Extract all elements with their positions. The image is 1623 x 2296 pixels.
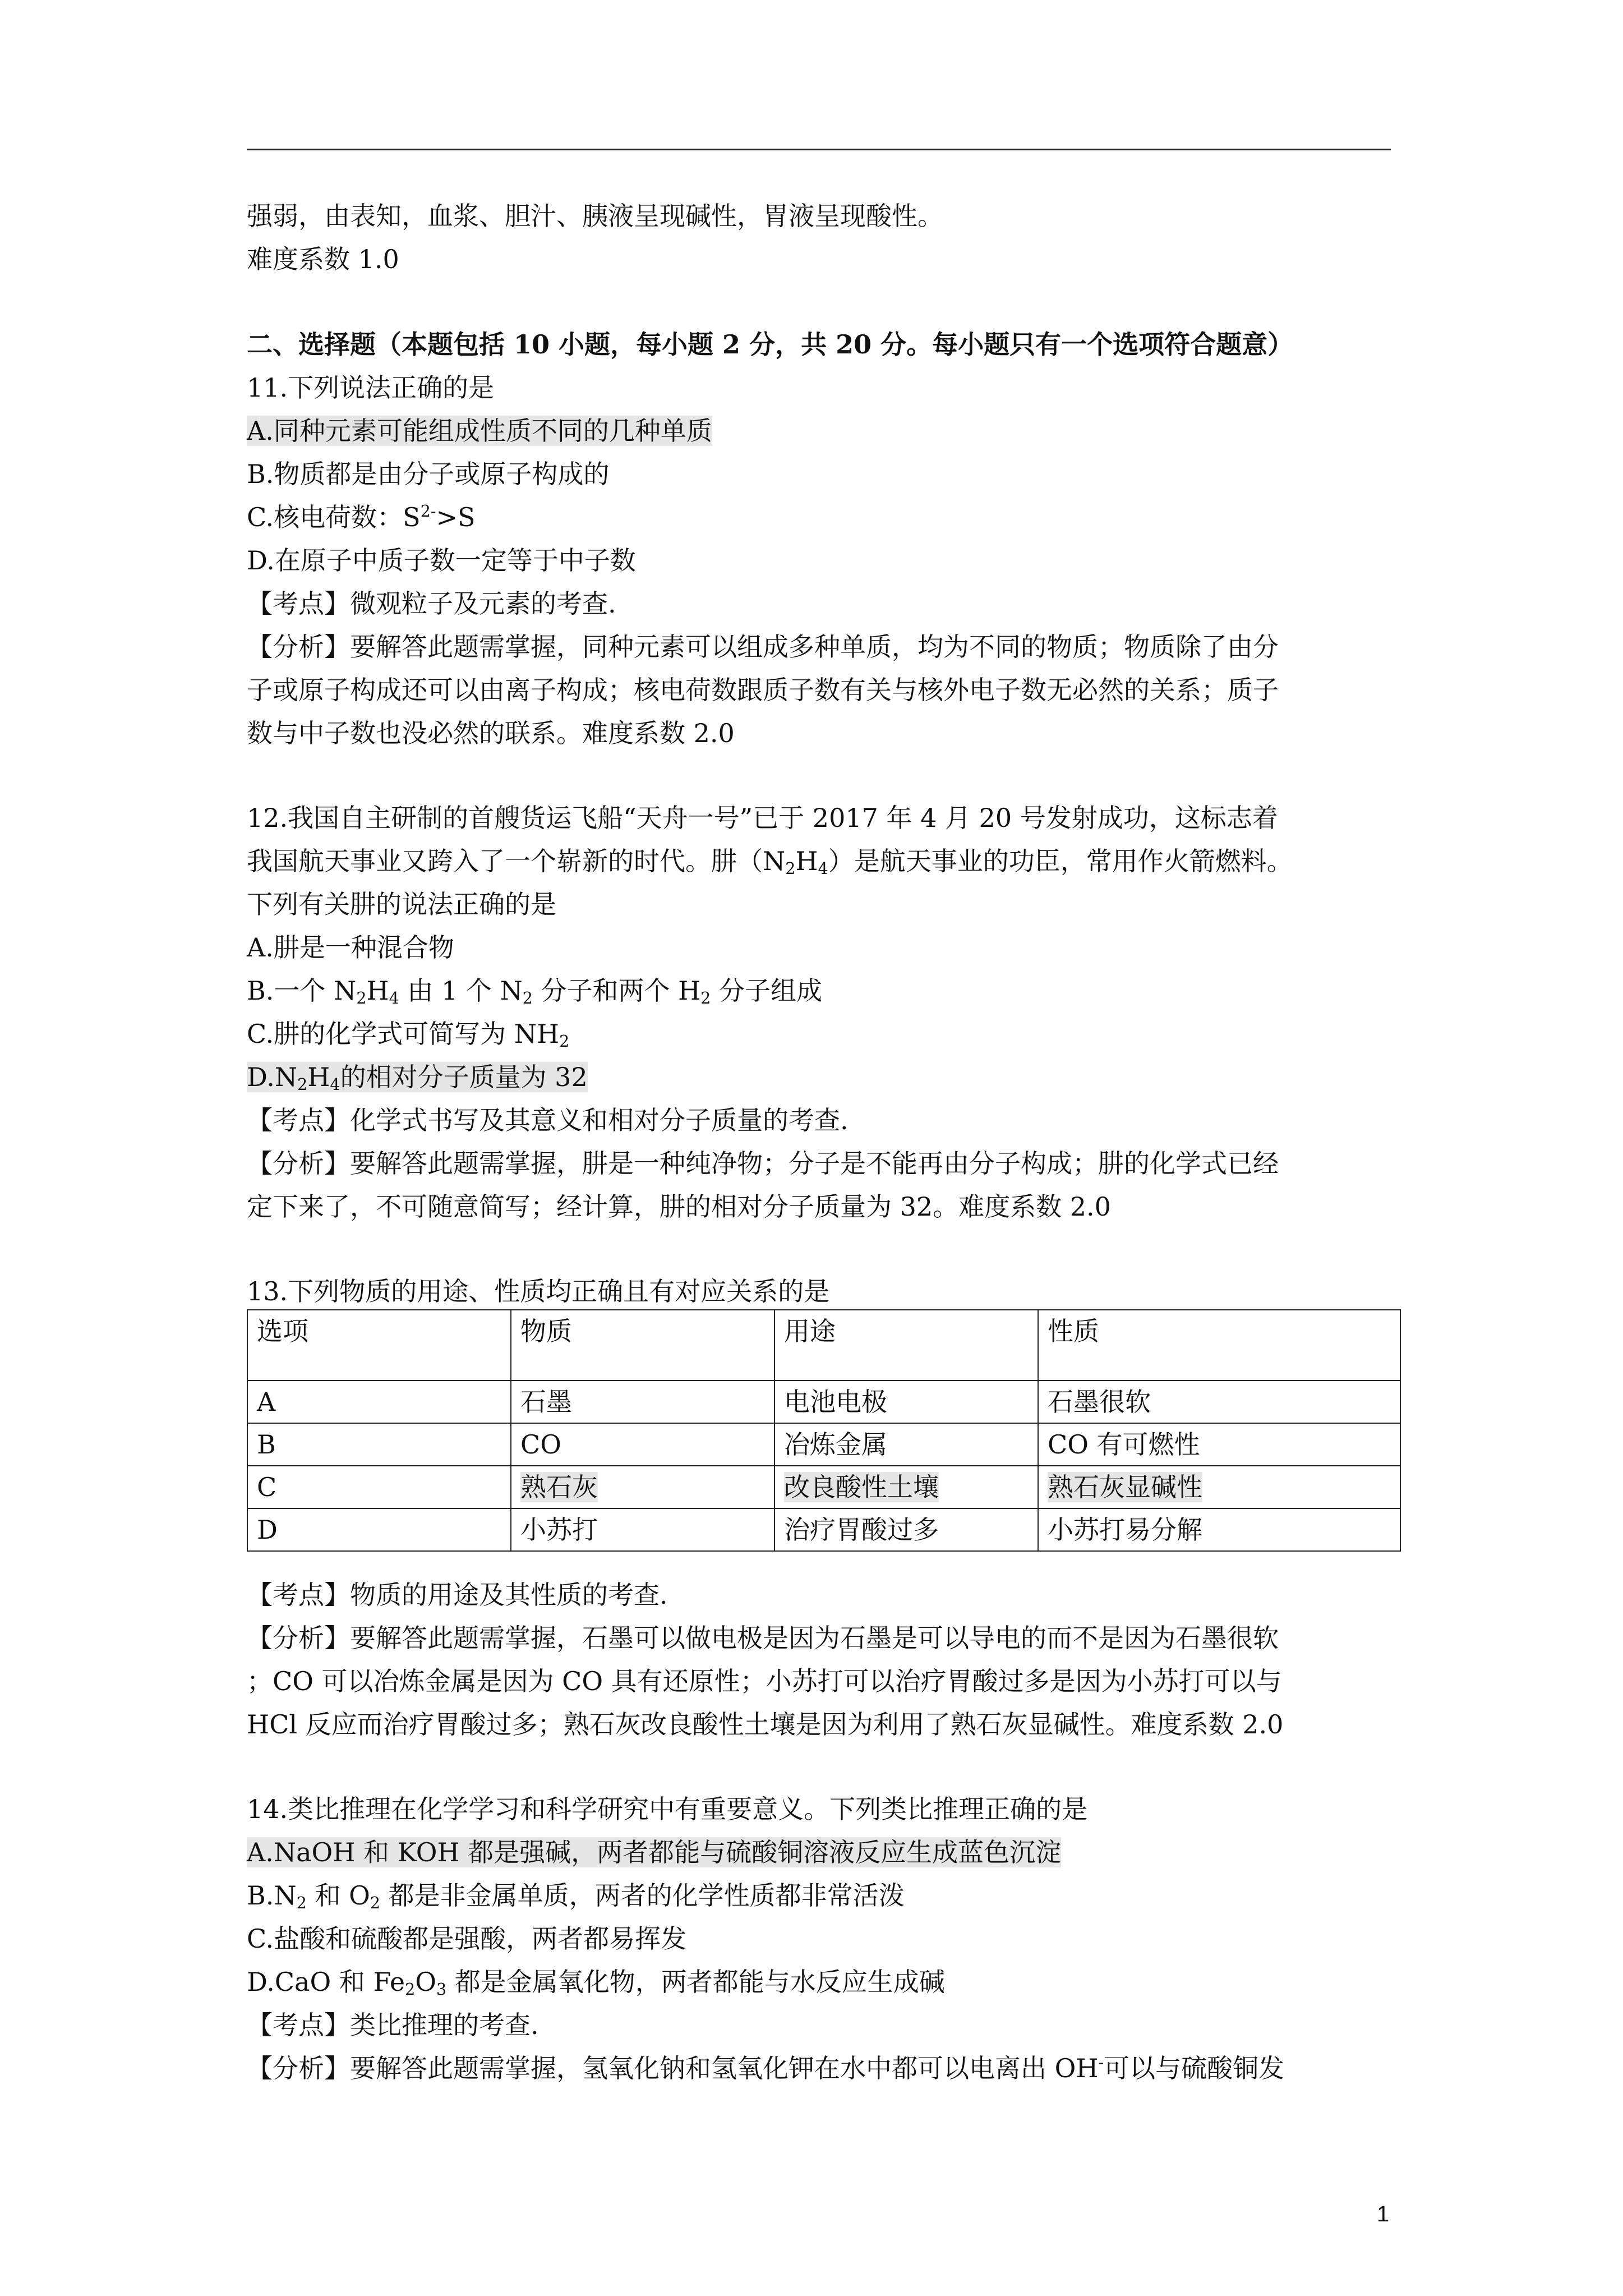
q14-option-b-3: 都是非金属单质，两者的化学性质都非常活泼 — [380, 1880, 905, 1911]
q14-option-b-2: 和 O — [306, 1880, 370, 1911]
q12-option-b-2: H — [366, 976, 389, 1006]
highlighted-cell-text: 熟石灰 — [520, 1472, 598, 1502]
table-header-row — [247, 1310, 1400, 1381]
q12-sub: 2 — [522, 989, 533, 1008]
table-header-cell: 物质 — [511, 1310, 774, 1381]
q14-stem: 14.类比推理在化学学习和科学研究中有重要意义。下列类比推理正确的是 — [247, 1794, 1088, 1824]
intro-difficulty: 难度系数 1.0 — [247, 244, 399, 274]
q12-option-d-2: H — [307, 1062, 330, 1092]
q12-fenxi-1: 【分析】要解答此题需掌握，肼是一种纯净物；分子是不能再由分子构成；肼的化学式已经 — [247, 1148, 1279, 1179]
q12-stem-2 — [247, 844, 1293, 878]
q11-fenxi-1: 【分析】要解答此题需掌握，同种元素可以组成多种单质，均为不同的物质；物质除了由分 — [247, 632, 1279, 662]
page-number: 1 — [1377, 2202, 1390, 2226]
q12-stem-2-c: ）是航天事业的功臣，常用作火箭燃料。 — [828, 846, 1293, 876]
q12-option-a: A.肼是一种混合物 — [247, 932, 454, 963]
q14-fenxi-1 — [247, 2051, 1284, 2085]
table-cell: 电池电极 — [774, 1381, 1038, 1423]
q12-sub: 2 — [559, 1032, 570, 1051]
table-row — [247, 1466, 1400, 1508]
section-heading: 二、选择题（本题包括 10 小题，每小题 2 分，共 20 分。每小题只有一个选项符合题意） — [247, 329, 1294, 360]
table-header-cell: 用途 — [774, 1310, 1038, 1381]
q12-stem-1: 12.我国自主研制的首艘货运飞船“天舟一号”已于 2017 年 4 月 20 号发射成功，这标志着 — [247, 803, 1278, 833]
table-header-cell: 性质 — [1038, 1310, 1400, 1381]
table-row — [247, 1508, 1400, 1551]
q12-sub: 2 — [297, 1075, 308, 1094]
table-cell: 小苏打 — [511, 1508, 774, 1551]
table-cell: 石墨 — [511, 1381, 774, 1423]
q14-sub: 2 — [370, 1894, 380, 1913]
q11-option-a — [247, 414, 712, 448]
q11-fenxi-3: 数与中子数也没必然的联系。难度系数 2.0 — [247, 718, 735, 748]
q13-stem: 13.下列物质的用途、性质均正确且有对应关系的是 — [247, 1276, 830, 1306]
q14-fenxi-1b: 可以与硫酸铜发 — [1104, 2053, 1285, 2083]
q11-option-c — [247, 500, 476, 534]
table-cell: 小苏打易分解 — [1038, 1508, 1400, 1551]
q14-option-a-text: A.NaOH 和 KOH 都是强碱，两者都能与硫酸铜溶液反应生成蓝色沉淀 — [247, 1837, 1062, 1867]
q12-sub: 4 — [818, 859, 828, 878]
highlighted-cell-text: 改良酸性土壤 — [784, 1472, 939, 1502]
q12-stem-2-b: H — [795, 846, 818, 876]
q12-fenxi-2: 定下来了，不可随意简写；经计算，肼的相对分子质量为 32。难度系数 2.0 — [247, 1191, 1111, 1222]
q13-fenxi-3: HCl 反应而治疗胃酸过多；熟石灰改良酸性土壤是因为利用了熟石灰显碱性。难度系数 2.0 — [247, 1709, 1284, 1740]
q14-sub: 2 — [296, 1894, 307, 1913]
q14-kaodian: 【考点】类比推理的考查. — [247, 2010, 539, 2040]
q11-option-a-text: A.同种元素可能组成性质不同的几种单质 — [247, 416, 712, 446]
q11-fenxi-2: 子或原子构成还可以由离子构成；核电荷数跟质子数有关与核外电子数无必然的关系；质子 — [247, 675, 1279, 705]
q12-option-d-text — [247, 1062, 588, 1092]
q12-option-d-3: 的相对分子质量为 32 — [340, 1062, 588, 1092]
q12-option-c-1: C.肼的化学式可简写为 NH — [247, 1019, 560, 1049]
table-cell: CO — [511, 1423, 774, 1466]
q12-option-c — [247, 1017, 569, 1051]
q14-option-b-1: B.N — [247, 1880, 297, 1911]
q12-option-b — [247, 974, 822, 1007]
header-rule — [247, 149, 1391, 150]
intro-line: 强弱，由表知，血浆、胆汁、胰液呈现碱性，胃液呈现酸性。 — [247, 201, 943, 231]
q14-option-d-1: D.CaO 和 Fe — [247, 1967, 405, 1997]
q11-option-c-prefix: C.核电荷数：S — [247, 502, 421, 532]
q14-sub: 3 — [436, 1980, 447, 1999]
q14-option-b — [247, 1879, 905, 1912]
table-cell: 治疗胃酸过多 — [774, 1508, 1038, 1551]
q13-kaodian: 【考点】物质的用途及其性质的考查. — [247, 1580, 668, 1610]
q12-option-b-5: 分子组成 — [711, 976, 823, 1006]
q11-option-c-sup: 2- — [420, 501, 436, 521]
q14-sub: 2 — [405, 1980, 416, 1999]
table-cell: C — [247, 1466, 511, 1508]
q12-sub: 2 — [700, 989, 711, 1008]
q12-sub: 2 — [356, 989, 367, 1008]
q14-option-d — [247, 1965, 945, 1999]
q14-fenxi-sup: - — [1098, 2053, 1104, 2072]
table-cell — [1038, 1466, 1400, 1508]
table-cell: 冶炼金属 — [774, 1423, 1038, 1466]
q12-sub: 4 — [389, 989, 399, 1008]
q12-sub: 4 — [330, 1075, 340, 1094]
q14-option-d-3: 都是金属氧化物，两者都能与水反应生成碱 — [446, 1967, 945, 1997]
highlighted-cell-text: 熟石灰显碱性 — [1048, 1472, 1202, 1502]
q14-fenxi-1a: 【分析】要解答此题需掌握，氢氧化钠和氢氧化钾在水中都可以电离出 OH — [247, 2053, 1099, 2083]
q13-table — [247, 1309, 1401, 1552]
table-cell — [774, 1466, 1038, 1508]
table-cell — [511, 1466, 774, 1508]
table-cell: 石墨很软 — [1038, 1381, 1400, 1423]
q11-option-c-suffix: >S — [436, 502, 476, 532]
q12-stem-2-a: 我国航天事业又跨入了一个崭新的时代。肼（N — [247, 846, 786, 876]
q14-option-c: C.盐酸和硫酸都是强酸，两者都易挥发 — [247, 1924, 687, 1954]
q11-stem: 11.下列说法正确的是 — [247, 372, 495, 403]
q14-option-a — [247, 1835, 1061, 1869]
table-header-cell: 选项 — [247, 1310, 511, 1381]
q12-option-d-1: D.N — [247, 1062, 298, 1092]
q12-option-d — [247, 1060, 588, 1094]
table-cell: D — [247, 1508, 511, 1551]
q12-sub: 2 — [785, 859, 796, 878]
q12-stem-3: 下列有关肼的说法正确的是 — [247, 889, 556, 919]
table-row — [247, 1423, 1400, 1466]
q11-option-d: D.在原子中质子数一定等于中子数 — [247, 545, 636, 576]
q12-option-b-3: 由 1 个 N — [399, 976, 523, 1006]
table-cell: A — [247, 1381, 511, 1423]
q12-option-b-1: B.一个 N — [247, 976, 357, 1006]
table-cell: B — [247, 1423, 511, 1466]
q13-fenxi-1: 【分析】要解答此题需掌握，石墨可以做电极是因为石墨是可以导电的而不是因为石墨很软 — [247, 1623, 1279, 1653]
q12-option-b-4: 分子和两个 H — [532, 976, 701, 1006]
table-row — [247, 1381, 1400, 1423]
table-cell: CO 有可燃性 — [1038, 1423, 1400, 1466]
q14-option-d-2: O — [415, 1967, 436, 1997]
q11-option-b: B.物质都是由分子或原子构成的 — [247, 459, 610, 489]
q13-fenxi-2: ；CO 可以冶炼金属是因为 CO 具有还原性；小苏打可以治疗胃酸过多是因为小苏打可以与 — [247, 1666, 1282, 1696]
q12-kaodian: 【考点】化学式书写及其意义和相对分子质量的考查. — [247, 1105, 849, 1135]
q11-kaodian: 【考点】微观粒子及元素的考查. — [247, 588, 616, 619]
